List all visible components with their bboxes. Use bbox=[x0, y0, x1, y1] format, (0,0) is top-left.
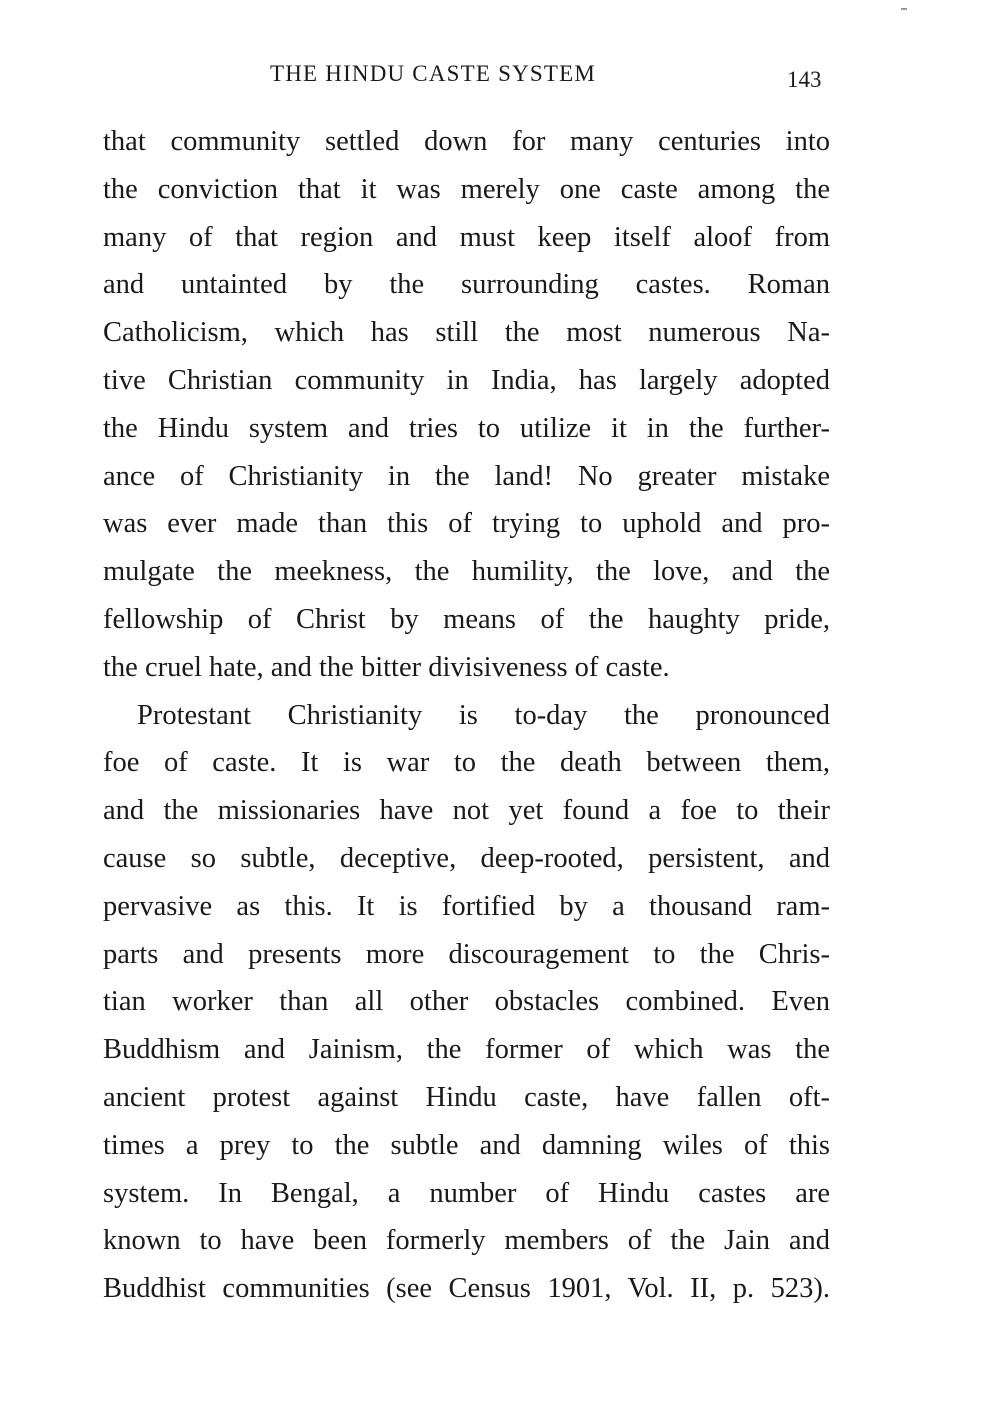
text-line: times a prey to the subtle and damning wiles of this bbox=[103, 1129, 830, 1161]
text-line: that community settled down for many centuries into bbox=[103, 126, 830, 157]
paragraph-1 bbox=[103, 118, 830, 692]
text-line: ancient protest against Hindu caste, have fallen oft- bbox=[103, 1081, 830, 1113]
page-number: 143 bbox=[787, 67, 822, 92]
text-line: the cruel hate, and the bitter divisiveness of caste. bbox=[103, 651, 670, 683]
text-line: fellowship of Christ by means of the haughty pride, bbox=[103, 603, 830, 635]
text-line: ance of Christianity in the land! No greater mistake bbox=[103, 460, 830, 492]
scan-mark bbox=[901, 8, 907, 10]
text-line: tian worker than all other obstacles combined. Even bbox=[103, 986, 830, 1018]
text-line: system. In Bengal, a number of Hindu castes are bbox=[103, 1177, 830, 1209]
text-line: many of that region and must keep itself aloof from bbox=[103, 221, 830, 253]
text-line: the Hindu system and tries to utilize it in the further- bbox=[103, 412, 830, 444]
text-line: and the missionaries have not yet found a foe to their bbox=[103, 795, 830, 827]
text-line: was ever made than this of trying to uphold and pro- bbox=[103, 508, 830, 540]
body-text bbox=[103, 118, 830, 1313]
text-line: mulgate the meekness, the humility, the love, and the bbox=[103, 556, 830, 588]
paragraph-2 bbox=[103, 692, 830, 1313]
text-line: Buddhist communities (see Census 1901, Vol. II, p. 523). bbox=[103, 1273, 830, 1305]
text-line: the conviction that it was merely one caste among the bbox=[103, 173, 830, 205]
text-line: Buddhism and Jainism, the former of which was the bbox=[103, 1034, 830, 1066]
text-line: known to have been formerly members of the Jain and bbox=[103, 1225, 830, 1257]
text-line: parts and presents more discouragement to the Chris- bbox=[103, 938, 830, 970]
text-line: pervasive as this. It is fortified by a thousand ram- bbox=[103, 890, 830, 922]
text-line: Catholicism, which has still the most numerous Na- bbox=[103, 317, 830, 349]
running-head: THE HINDU CASTE SYSTEM bbox=[270, 61, 597, 86]
text-line: cause so subtle, deceptive, deep-rooted, persistent, and bbox=[103, 842, 830, 874]
text-line: Protestant Christianity is to-day the pronounced bbox=[137, 699, 830, 731]
text-line: tive Christian community in India, has largely adopted bbox=[103, 364, 830, 396]
text-line: foe of caste. It is war to the death between them, bbox=[103, 747, 830, 779]
text-line: and untainted by the surrounding castes. Roman bbox=[103, 269, 830, 301]
